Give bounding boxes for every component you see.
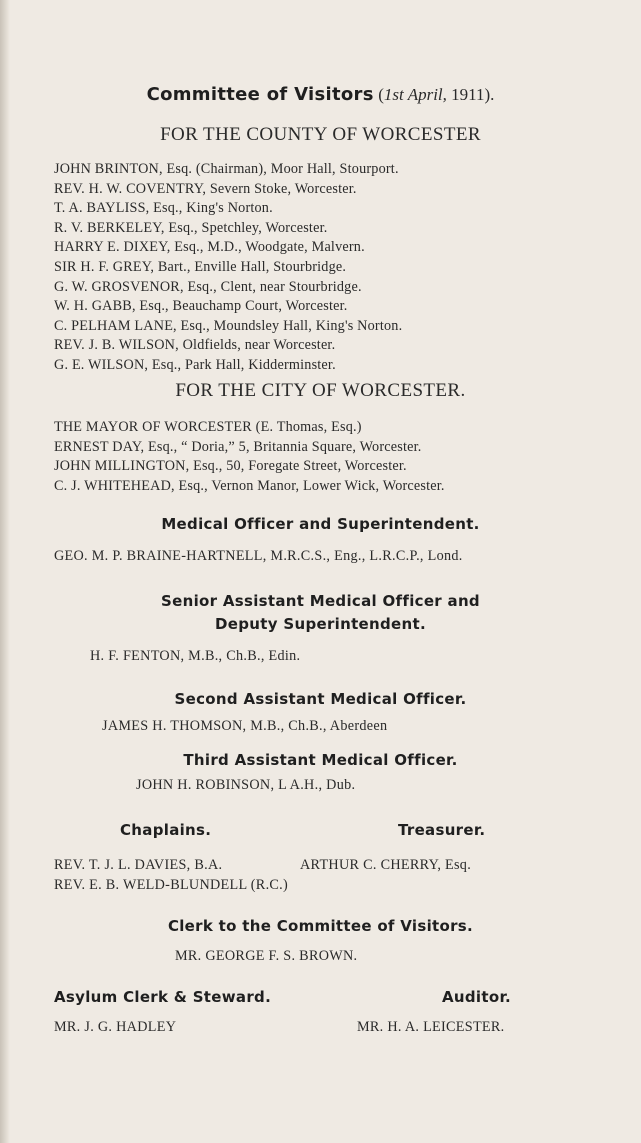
second-assistant-heading: Second Assistant Medical Officer.: [174, 690, 467, 708]
county-member: C. PELHAM LANE, Esq., Moundsley Hall, King's Norton.: [54, 317, 403, 334]
senior-assistant-heading-line-1: Senior Assistant Medical Officer and: [161, 592, 480, 610]
auditor-heading: Auditor.: [442, 988, 511, 1006]
second-assistant-name: JAMES H. THOMSON, M.B., Ch.B., Aberdeen: [102, 718, 388, 734]
county-member: G. W. GROSVENOR, Esq., Clent, near Stourbridge.: [54, 278, 362, 295]
chaplain-name: REV. T. J. L. DAVIES, B.A.: [54, 857, 223, 873]
city-member: JOHN MILLINGTON, Esq., 50, Foregate Street, Worcester.: [54, 458, 407, 475]
city-members-list: [54, 418, 445, 496]
county-member: G. E. WILSON, Esq., Park Hall, Kidderminster.: [54, 356, 336, 373]
county-member: JOHN BRINTON, Esq. (Chairman), Moor Hall, Stourport.: [54, 161, 399, 177]
county-member: HARRY E. DIXEY, Esq., M.D., Woodgate, Malvern.: [54, 239, 365, 256]
asylum-clerk-name: MR. J. G. HADLEY: [54, 1019, 177, 1035]
county-member: W. H. GABB, Esq., Beauchamp Court, Worcester.: [54, 298, 348, 315]
city-member: ERNEST DAY, Esq., “ Doria,” 5, Britannia Square, Worcester.: [54, 438, 422, 455]
city-member: THE MAYOR OF WORCESTER (E. Thomas, Esq.): [54, 419, 362, 435]
county-members-list: [54, 160, 402, 376]
treasurer-heading: Treasurer.: [398, 821, 486, 839]
asylum-clerk-heading: Asylum Clerk & Steward.: [54, 988, 272, 1006]
senior-assistant-name: H. F. FENTON, M.B., Ch.B., Edin.: [90, 648, 301, 664]
county-member: REV. J. B. WILSON, Oldfields, near Worcester.: [54, 337, 336, 354]
clerk-committee-heading: Clerk to the Committee of Visitors.: [167, 917, 474, 935]
third-assistant-heading: Third Assistant Medical Officer.: [183, 751, 458, 769]
medical-officer-name: GEO. M. P. BRAINE-HARTNELL, M.R.C.S., Eng., L.R.C.P., Lond.: [54, 548, 463, 564]
third-assistant-name: JOHN H. ROBINSON, L A.H., Dub.: [136, 777, 356, 793]
chaplains-heading: Chaplains.: [120, 821, 212, 839]
medical-officer-heading: Medical Officer and Superintendent.: [161, 515, 480, 533]
chaplain-name: REV. E. B. WELD-BLUNDELL (R.C.): [54, 877, 289, 893]
committee-title: [0, 84, 641, 105]
city-title: FOR THE CITY OF WORCESTER.: [175, 380, 466, 401]
committee-heading: Committee of Visitors: [146, 84, 374, 105]
city-member: C. J. WHITEHEAD, Esq., Vernon Manor, Lower Wick, Worcester.: [54, 477, 445, 494]
county-member: SIR H. F. GREY, Bart., Enville Hall, Stourbridge.: [54, 258, 347, 275]
county-title: FOR THE COUNTY OF WORCESTER: [160, 124, 481, 145]
senior-assistant-heading-line-2: Deputy Superintendent.: [215, 615, 426, 633]
county-member: R. V. BERKELEY, Esq., Spetchley, Worcester.: [54, 219, 328, 236]
treasurer-name: ARTHUR C. CHERRY, Esq.: [300, 857, 472, 873]
county-member: T. A. BAYLISS, Esq., King's Norton.: [54, 200, 273, 217]
clerk-committee-name: MR. GEORGE F. S. BROWN.: [175, 948, 358, 964]
auditor-name: MR. H. A. LEICESTER.: [357, 1019, 505, 1035]
county-member: REV. H. W. COVENTRY, Severn Stoke, Worcester.: [54, 180, 357, 197]
page-spine-edge: [0, 0, 10, 1143]
committee-date: (1st April, 1911).: [378, 85, 495, 104]
